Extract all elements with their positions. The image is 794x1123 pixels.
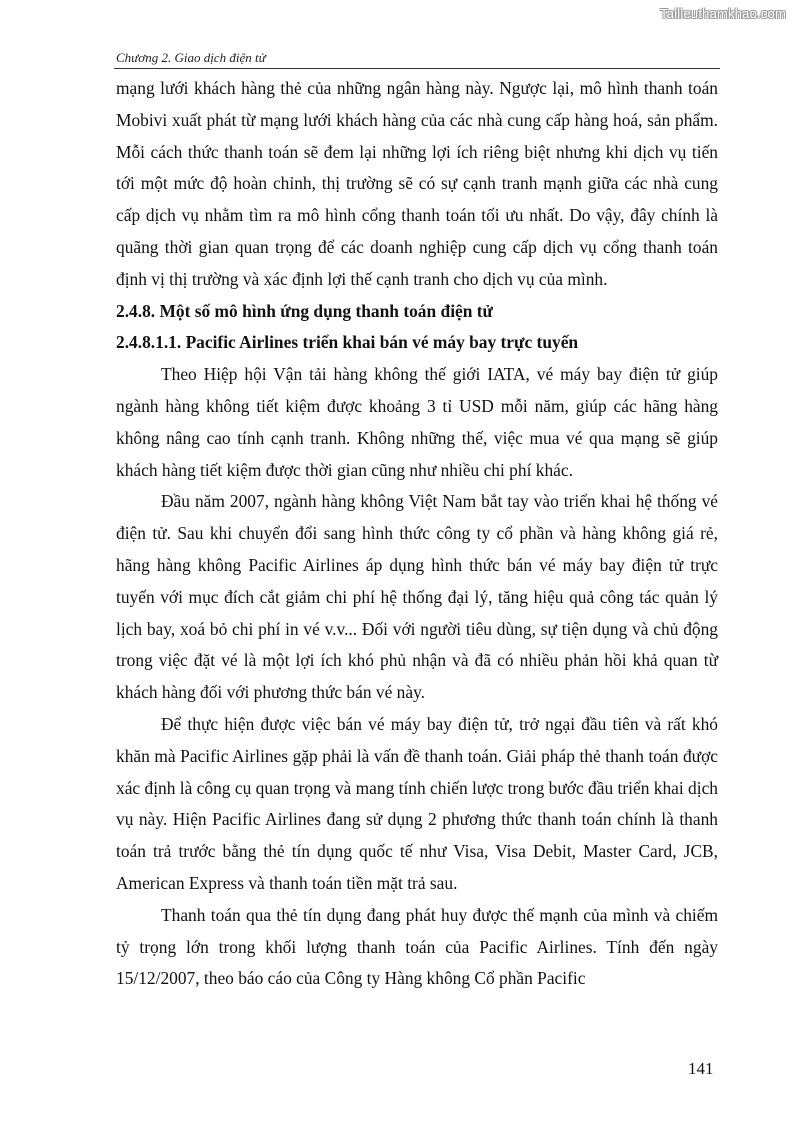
paragraph-iata: Theo Hiệp hội Vận tải hàng không thế giới IATA, vé máy bay điện tử giúp ngành hàng không tiết kiệm được khoảng 3 tỉ USD mỗi năm, giúp các hãng hàng không nâng cao tính cạnh tranh. Không những thế, việc mua vé qua mạng sẽ giúp khách hàng tiết kiệm được thời gian cũng như nhiều chi phí khác. [116,364,718,480]
paragraph-credit-card: Thanh toán qua thẻ tín dụng đang phát huy được thế mạnh của mình và chiếm tỷ trọng lớn trong khối lượng thanh toán của Pacific Airlines. Tính đến ngày 15/12/2007, theo báo cáo của Công ty Hàng không Cổ phần Pacific [116,904,718,989]
page-number: 141 [688,1059,714,1078]
paragraph-2007: Đầu năm 2007, ngành hàng không Việt Nam bắt tay vào triển khai hệ thống vé điện tử. Sau khi chuyển đổi sang hình thức công ty cổ phần và hàng không giá rẻ, hãng hàng không Pacific Airlines áp dụng hình thức bán vé máy bay điện tử trực tuyến với mục đích cắt giảm chi phí hệ thống đại lý, tăng hiệu quả công tác quản lý lịch bay, xoá bỏ chi phí in vé v.v... Đối với người tiêu dùng, sự tiện dụng và chủ động trong việc đặt vé là một lợi ích khó phủ nhận và đã có nhiều phản hồi khả quan từ khách hàng đối với phương thức bán vé này. [116,491,718,703]
subsection-heading: 2.4.8.1.1. Pacific Airlines triển khai bán vé máy bay trực tuyến [116,332,579,353]
section-heading: 2.4.8. Một số mô hình ứng dụng thanh toán điện tử [116,300,493,321]
paragraph-payment: Để thực hiện được việc bán vé máy bay điện tử, trở ngại đầu tiên và rất khó khăn mà Pacific Airlines gặp phải là vấn đề thanh toán. Giải pháp thẻ thanh toán được xác định là công cụ quan trọng và mang tính chiến lược trong bước đầu triển khai dịch vụ này. Hiện Pacific Airlines đang sử dụng 2 phương thức thanh toán chính là thanh toán trả trước bằng thẻ tín dụng quốc tế như Visa, Visa Debit, Master Card, JCB, American Express và thanh toán tiền mặt trả sau. [116,713,718,893]
running-header: Chương 2. Giao dịch điện tử [116,50,266,65]
header-divider [114,68,720,69]
page-body [116,73,718,995]
paragraph-intro: mạng lưới khách hàng thẻ của những ngân hàng này. Ngược lại, mô hình thanh toán Mobivi xuất phát từ mạng lưới khách hàng của các nhà cung cấp hàng hoá, sản phẩm. Mỗi cách thức thanh toán sẽ đem lại những lợi ích riêng biệt nhưng khi dịch vụ tiến tới một mức độ hoàn chỉnh, thị trường sẽ có sự cạnh tranh mạnh giữa các nhà cung cấp dịch vụ nhằm tìm ra mô hình cổng thanh toán tối ưu nhất. Do vậy, đây chính là quãng thời gian quan trọng để các doanh nghiệp cung cấp dịch vụ cổng thanh toán định vị thị trường và xác định lợi thế cạnh tranh cho dịch vụ của mình. [116,78,718,289]
watermark-text: Tailieuthamkhao.com [660,6,786,21]
